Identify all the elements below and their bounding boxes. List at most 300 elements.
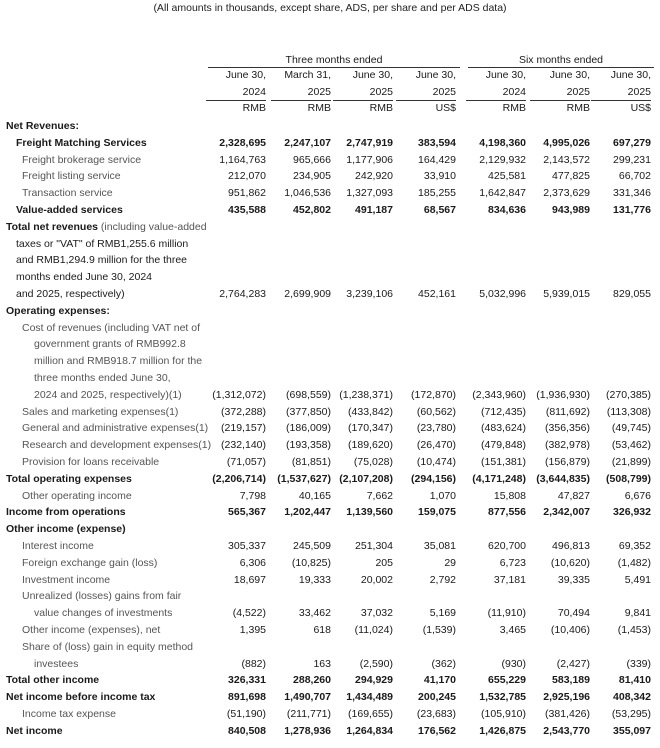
- table-cell: (49,745): [611, 422, 651, 435]
- table-cell: 877,556: [488, 506, 526, 519]
- table-cell: 41,170: [423, 674, 456, 687]
- row-label-text: and 2025, respectively): [16, 287, 125, 300]
- table-cell: 234,905: [293, 170, 331, 183]
- table-cell: 408,342: [613, 691, 651, 704]
- row-label: [16, 236, 188, 253]
- table-cell: 212,070: [228, 170, 266, 183]
- table-cell: 35,081: [423, 539, 456, 552]
- table-row: [0, 656, 660, 673]
- table-cell: 164,429: [418, 153, 456, 166]
- row-label-text: Other income (expenses), net: [22, 623, 161, 636]
- group-header-six-months: Six months ended: [468, 53, 654, 68]
- row-label: [6, 521, 126, 538]
- table-cell: (75,028): [353, 455, 393, 468]
- table-cell: 383,594: [418, 136, 456, 149]
- row-label-text: Investment income: [22, 573, 111, 586]
- table-row: [0, 370, 660, 387]
- table-cell: (10,620): [550, 556, 590, 569]
- table-row: [0, 572, 660, 589]
- table-cell: 2,925,196: [543, 691, 590, 704]
- table-cell: (151,381): [481, 455, 526, 468]
- row-label: [6, 689, 155, 706]
- table-cell: (193,358): [286, 439, 331, 452]
- row-label: [22, 639, 193, 656]
- table-cell: 477,825: [552, 170, 590, 183]
- table-cell: (339): [626, 657, 651, 670]
- row-label: [6, 219, 207, 236]
- table-cell: 6,676: [624, 489, 651, 502]
- table-cell: 33,910: [423, 170, 456, 183]
- row-label: [22, 706, 116, 723]
- table-cell: (2,343,960): [472, 388, 526, 401]
- table-cell: 7,662: [366, 489, 393, 502]
- column-header-date: June 30,: [415, 69, 456, 81]
- table-row: [0, 219, 660, 236]
- table-cell: (219,157): [221, 422, 266, 435]
- table-cell: 5,169: [429, 607, 456, 620]
- table-cell: (1,482): [617, 556, 651, 569]
- table-cell: (71,057): [226, 455, 266, 468]
- table-cell: (60,562): [416, 405, 456, 418]
- table-cell: 891,698: [228, 691, 266, 704]
- table-row: [0, 387, 660, 404]
- table-cell: (10,406): [550, 623, 590, 636]
- row-label: [22, 555, 157, 572]
- row-label: [22, 488, 132, 505]
- table-cell: 331,346: [613, 187, 651, 200]
- table-cell: 1,070: [429, 489, 456, 502]
- table-cell: (172,870): [411, 388, 456, 401]
- income-statement-table: [0, 118, 660, 739]
- row-label-text: million and RMB918.7 million for the: [34, 355, 203, 368]
- table-row: [0, 723, 660, 740]
- column-header-year: 2025: [271, 85, 331, 101]
- table-cell: (1,936,930): [536, 388, 590, 401]
- row-label-text: Total operating expenses: [6, 472, 132, 485]
- table-row: [0, 252, 660, 269]
- table-cell: (433,842): [348, 405, 393, 418]
- table-cell: 435,588: [228, 203, 266, 216]
- row-label-text: Net income: [6, 724, 63, 737]
- table-cell: (483,624): [481, 422, 526, 435]
- table-cell: 425,581: [488, 170, 526, 183]
- table-cell: (712,435): [481, 405, 526, 418]
- table-cell: 2,543,770: [543, 724, 590, 737]
- table-cell: 288,260: [293, 674, 331, 687]
- row-label: [34, 387, 182, 404]
- row-label-text: Net Revenues:: [6, 120, 79, 132]
- row-label-text: Cost of revenues (including VAT net of: [22, 321, 201, 334]
- row-label: [22, 437, 211, 454]
- table-cell: (4,522): [232, 607, 266, 620]
- table-cell: 3,465: [499, 623, 526, 636]
- row-label-text: Value-added services: [16, 203, 123, 216]
- table-cell: (362): [431, 657, 456, 670]
- table-cell: (53,462): [611, 439, 651, 452]
- table-cell: 565,367: [228, 506, 266, 519]
- table-cell: 70,494: [557, 607, 590, 620]
- table-cell: 840,508: [228, 724, 266, 737]
- row-label: [6, 471, 132, 488]
- row-label: [34, 605, 172, 622]
- table-cell: 2,328,695: [219, 136, 266, 149]
- table-cell: 829,055: [613, 287, 651, 300]
- amounts-note: (All amounts in thousands, except share, ADS, per share and per ADS data): [153, 2, 507, 14]
- row-label-text: investees: [34, 657, 79, 670]
- row-label: [22, 538, 94, 555]
- table-row: [0, 538, 660, 555]
- column-header-year: 2024: [206, 85, 266, 101]
- table-row: [0, 521, 660, 538]
- table-cell: 1,046,536: [284, 187, 331, 200]
- table-row: [0, 488, 660, 505]
- table-cell: (23,683): [416, 707, 456, 720]
- table-cell: (508,799): [606, 472, 651, 485]
- table-cell: 2,747,919: [346, 136, 393, 149]
- table-cell: 1,532,785: [479, 691, 526, 704]
- row-label: [22, 185, 113, 202]
- table-cell: (113,308): [606, 405, 651, 418]
- table-cell: 6,306: [239, 556, 266, 569]
- row-label: [22, 588, 181, 605]
- table-cell: 1,395: [239, 623, 266, 636]
- row-label-text: Unrealized (losses) gains from fair: [22, 590, 182, 603]
- row-label-text: 2024 and 2025, respectively)(1): [34, 388, 182, 401]
- table-cell: (1,537,627): [277, 472, 331, 485]
- table-cell: (698,559): [286, 388, 331, 401]
- table-cell: (294,156): [411, 472, 456, 485]
- table-cell: 1,642,847: [479, 187, 526, 200]
- row-label-text: Interest income: [22, 539, 94, 552]
- table-cell: 6,723: [499, 556, 526, 569]
- row-label: [6, 504, 126, 521]
- row-label: [16, 269, 152, 286]
- column-header-date: June 30,: [610, 69, 651, 81]
- table-cell: 176,562: [418, 724, 456, 737]
- row-label: [34, 656, 78, 673]
- row-label: [22, 454, 159, 471]
- table-row: [0, 320, 660, 337]
- column-header-date: June 30,: [225, 69, 266, 81]
- table-cell: (211,771): [286, 707, 331, 720]
- table-row: [0, 135, 660, 152]
- row-label-text: Research and development expenses(1): [22, 439, 212, 452]
- table-cell: (81,851): [291, 455, 331, 468]
- row-label-text: Total other income: [6, 674, 100, 687]
- row-label-continuation: (including value-added: [98, 220, 207, 233]
- row-label-text: Income from operations: [6, 506, 126, 519]
- table-cell: (377,850): [286, 405, 331, 418]
- table-cell: 1,177,906: [346, 153, 393, 166]
- table-cell: 326,331: [228, 674, 266, 687]
- table-cell: 1,490,707: [284, 691, 331, 704]
- table-cell: 15,808: [493, 489, 526, 502]
- table-cell: (882): [241, 657, 266, 670]
- column-header-currency: RMB: [307, 102, 331, 114]
- table-row: [0, 152, 660, 169]
- row-label: [34, 353, 202, 370]
- table-row: [0, 689, 660, 706]
- table-cell: (270,385): [606, 388, 651, 401]
- table-cell: 5,032,996: [479, 287, 526, 300]
- table-cell: 4,995,026: [543, 136, 590, 149]
- table-cell: 47,827: [557, 489, 590, 502]
- table-cell: 131,776: [613, 203, 651, 216]
- table-cell: 2,342,007: [543, 506, 590, 519]
- row-label: [22, 152, 141, 169]
- table-cell: 2,143,572: [543, 153, 590, 166]
- table-cell: 2,764,283: [219, 287, 266, 300]
- table-cell: 1,327,093: [346, 187, 393, 200]
- table-cell: 39,335: [557, 573, 590, 586]
- table-cell: 37,181: [493, 573, 526, 586]
- row-label-text: Freight brokerage service: [22, 153, 142, 166]
- table-cell: (1,539): [422, 623, 456, 636]
- table-cell: 620,700: [488, 539, 526, 552]
- table-cell: 2,373,629: [543, 187, 590, 200]
- table-cell: (1,312,072): [212, 388, 266, 401]
- table-cell: (479,848): [481, 439, 526, 452]
- table-cell: 326,932: [613, 506, 651, 519]
- column-header-currency: RMB: [502, 102, 526, 114]
- table-row: [0, 437, 660, 454]
- table-row: [0, 622, 660, 639]
- table-cell: 1,434,489: [346, 691, 393, 704]
- table-cell: 251,304: [355, 539, 393, 552]
- row-label: [6, 672, 99, 689]
- column-header-year: 2025: [530, 85, 590, 101]
- table-row: [0, 588, 660, 605]
- row-label: [22, 320, 200, 337]
- row-label: [6, 723, 63, 740]
- table-cell: 305,337: [228, 539, 266, 552]
- row-label-text: Provision for loans receivable: [22, 455, 160, 468]
- table-cell: 3,239,106: [346, 287, 393, 300]
- table-cell: 965,666: [293, 153, 331, 166]
- table-cell: 81,410: [618, 674, 651, 687]
- table-cell: (4,171,248): [472, 472, 526, 485]
- table-cell: (2,590): [359, 657, 393, 670]
- column-header-year: 2024: [466, 85, 526, 101]
- table-row: [0, 336, 660, 353]
- row-label: [16, 135, 147, 152]
- table-row: [0, 605, 660, 622]
- table-cell: 33,462: [298, 607, 331, 620]
- column-header-date: March 31,: [284, 69, 331, 81]
- table-cell: 355,097: [613, 724, 651, 737]
- table-cell: 163: [313, 657, 331, 670]
- table-cell: (156,879): [545, 455, 590, 468]
- table-row: [0, 118, 660, 135]
- row-label-text: Total net revenues: [6, 220, 98, 233]
- table-cell: 2,129,932: [479, 153, 526, 166]
- table-cell: 2,699,909: [284, 287, 331, 300]
- table-row: [0, 555, 660, 572]
- table-cell: 40,165: [298, 489, 331, 502]
- table-cell: 66,702: [618, 170, 651, 183]
- row-label: [22, 622, 160, 639]
- table-cell: 1,164,763: [219, 153, 266, 166]
- table-cell: 7,798: [239, 489, 266, 502]
- table-cell: 452,161: [418, 287, 456, 300]
- table-cell: 29: [444, 556, 456, 569]
- table-cell: 697,279: [613, 136, 651, 149]
- column-header-date: June 30,: [485, 69, 526, 81]
- table-cell: 5,491: [624, 573, 651, 586]
- table-cell: 951,862: [228, 187, 266, 200]
- row-label: [22, 168, 121, 185]
- table-cell: (169,655): [348, 707, 393, 720]
- table-row: [0, 471, 660, 488]
- table-row: [0, 420, 660, 437]
- table-cell: 299,231: [613, 153, 651, 166]
- table-cell: 2,792: [429, 573, 456, 586]
- column-header-year: 2025: [333, 85, 393, 101]
- row-label-text: Foreign exchange gain (loss): [22, 556, 158, 569]
- table-cell: 294,929: [355, 674, 393, 687]
- table-cell: 618: [313, 623, 331, 636]
- table-cell: (11,024): [354, 623, 393, 636]
- group-header-three-months: Three months ended: [208, 53, 460, 68]
- table-cell: 834,636: [488, 203, 526, 216]
- table-cell: (1,453): [617, 623, 651, 636]
- table-cell: (1,238,371): [339, 388, 393, 401]
- table-cell: (811,692): [545, 405, 590, 418]
- row-label-text: government grants of RMB992.8: [34, 338, 186, 351]
- table-cell: 655,229: [488, 674, 526, 687]
- row-label: [16, 252, 187, 269]
- table-cell: (26,470): [416, 439, 456, 452]
- table-cell: (232,140): [221, 439, 266, 452]
- row-label-text: Net income before income tax: [6, 691, 156, 704]
- table-cell: 20,002: [360, 573, 393, 586]
- table-cell: 1,278,936: [284, 724, 331, 737]
- table-cell: (170,347): [348, 422, 393, 435]
- table-cell: (21,899): [611, 455, 651, 468]
- table-cell: 1,426,875: [479, 724, 526, 737]
- table-cell: (186,009): [286, 422, 331, 435]
- table-row: [0, 672, 660, 689]
- table-cell: 185,255: [418, 187, 456, 200]
- column-header-currency: RMB: [242, 102, 266, 114]
- table-cell: (382,978): [545, 439, 590, 452]
- table-cell: (3,644,835): [536, 472, 590, 485]
- table-cell: 19,333: [298, 573, 331, 586]
- table-row: [0, 269, 660, 286]
- table-cell: (10,474): [416, 455, 456, 468]
- table-cell: 2,247,107: [284, 136, 331, 149]
- table-cell: 1,264,834: [346, 724, 393, 737]
- row-label: [22, 420, 208, 437]
- table-cell: 1,202,447: [284, 506, 331, 519]
- table-row: [0, 286, 660, 303]
- table-cell: (2,206,714): [212, 472, 266, 485]
- column-header-currency: RMB: [369, 102, 393, 114]
- column-header-currency: US$: [435, 102, 456, 114]
- row-label-text: Operating expenses:: [6, 304, 110, 317]
- column-header-date: June 30,: [352, 69, 393, 81]
- column-header-date: June 30,: [549, 69, 590, 81]
- row-label: [16, 286, 125, 303]
- table-cell: 496,813: [552, 539, 590, 552]
- table-row: [0, 454, 660, 471]
- row-label-text: taxes or "VAT" of RMB1,255.6 million: [16, 237, 189, 250]
- table-cell: 5,939,015: [543, 287, 590, 300]
- table-cell: 69,352: [618, 539, 651, 552]
- table-cell: 583,189: [552, 674, 590, 687]
- table-row: [0, 706, 660, 723]
- row-label-text: Freight Matching Services: [16, 136, 147, 149]
- row-label-text: and RMB1,294.9 million for the three: [16, 254, 188, 267]
- row-label-text: Other operating income: [22, 489, 132, 502]
- row-label: [34, 370, 171, 387]
- row-label: [6, 303, 110, 320]
- column-header-year: 2025: [396, 85, 456, 101]
- table-cell: 4,198,360: [479, 136, 526, 149]
- table-row: [0, 168, 660, 185]
- row-label-text: Transaction service: [22, 187, 113, 200]
- table-row: [0, 353, 660, 370]
- table-cell: (356,356): [545, 422, 590, 435]
- row-label-text: three months ended June 30,: [34, 371, 171, 384]
- row-label: [22, 572, 110, 589]
- table-cell: 943,989: [552, 203, 590, 216]
- row-label-text: Income tax expense: [22, 707, 116, 720]
- table-cell: 242,920: [355, 170, 393, 183]
- table-cell: (105,910): [481, 707, 526, 720]
- table-row: [0, 202, 660, 219]
- table-cell: (381,426): [545, 707, 590, 720]
- row-label-text: General and administrative expenses(1): [22, 422, 209, 435]
- table-cell: (11,910): [487, 607, 526, 620]
- row-label: [6, 118, 79, 135]
- row-label: [16, 202, 123, 219]
- table-cell: 205: [375, 556, 393, 569]
- row-label: [34, 336, 186, 353]
- table-cell: 159,075: [418, 506, 456, 519]
- table-cell: (2,107,208): [339, 472, 393, 485]
- table-cell: 68,567: [423, 203, 456, 216]
- table-cell: (53,295): [611, 707, 651, 720]
- table-cell: 452,802: [293, 203, 331, 216]
- column-header-year: 2025: [591, 85, 651, 101]
- column-header-currency: US$: [630, 102, 651, 114]
- row-label-text: Sales and marketing expenses(1): [22, 405, 179, 418]
- table-cell: (23,780): [416, 422, 456, 435]
- table-cell: (2,427): [556, 657, 590, 670]
- row-label-text: months ended June 30, 2024: [16, 271, 153, 284]
- table-cell: (930): [501, 657, 526, 670]
- table-cell: 200,245: [418, 691, 456, 704]
- table-cell: 37,032: [360, 607, 393, 620]
- table-row: [0, 303, 660, 320]
- table-cell: 18,697: [233, 573, 266, 586]
- row-label-text: Freight listing service: [22, 170, 121, 183]
- row-label-text: value changes of investments: [34, 607, 173, 620]
- row-label-text: Other income (expense): [6, 523, 126, 536]
- table-row: [0, 404, 660, 421]
- row-label-text: Share of (loss) gain in equity method: [22, 640, 194, 653]
- table-cell: 491,187: [355, 203, 393, 216]
- table-row: [0, 185, 660, 202]
- table-row: [0, 639, 660, 656]
- table-row: [0, 236, 660, 253]
- column-header-currency: RMB: [566, 102, 590, 114]
- table-cell: (51,190): [226, 707, 266, 720]
- row-label: [22, 404, 178, 421]
- table-cell: 245,509: [293, 539, 331, 552]
- table-cell: 9,841: [624, 607, 651, 620]
